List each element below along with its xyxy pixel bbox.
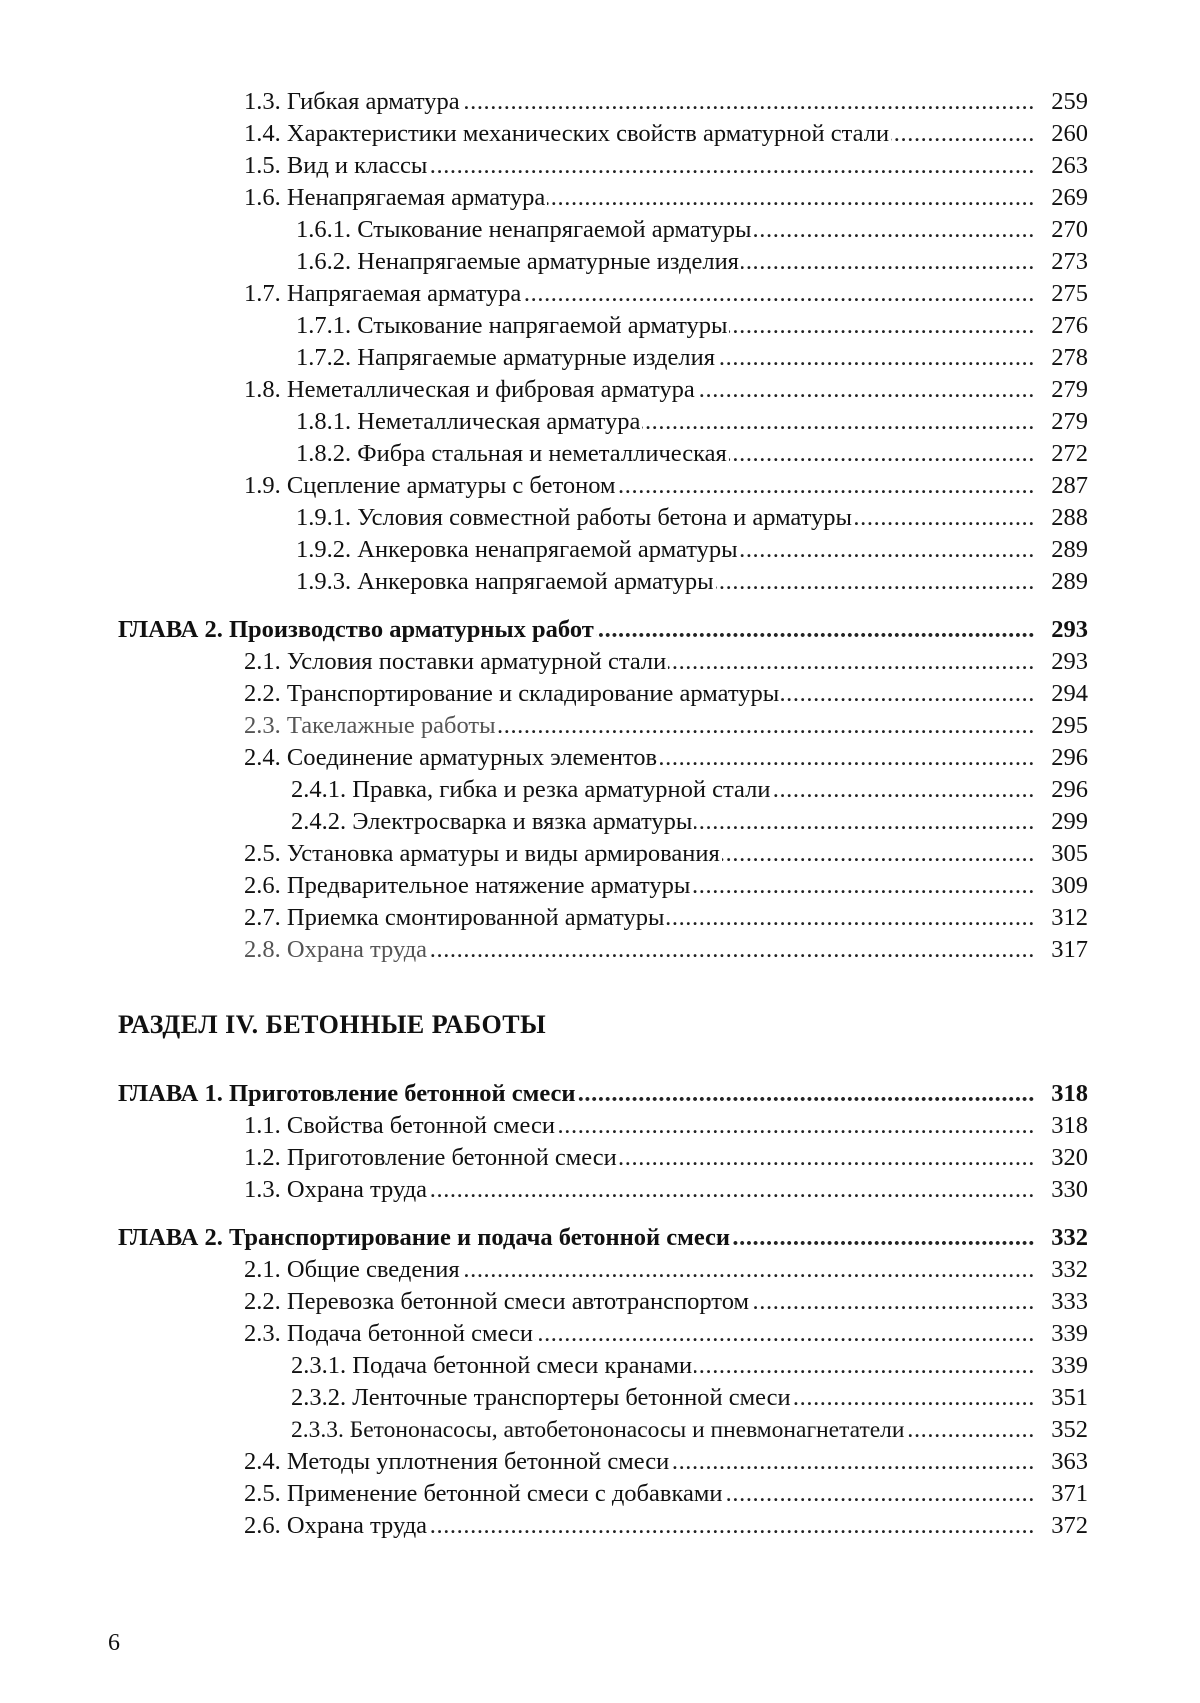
page-number: 309 — [1051, 872, 1088, 899]
page-number: 276 — [1051, 312, 1088, 339]
toc-entry: ..... 1.7. Напрягаемая арматура 275 — [0, 278, 1200, 310]
page-number: 263 — [1051, 152, 1088, 179]
toc-entry: ..... 1.9.3. Анкеровка напрягаемой арматуры 289 — [0, 566, 1200, 598]
toc-entry: ..... 1.9.1. Условия совместной работы бетона и арматуры 288 — [0, 502, 1200, 534]
page-number: 275 — [1051, 280, 1088, 307]
toc-chapter: ..... ГЛАВА 1. Приготовление бетонной смеси 318 — [0, 1078, 1200, 1110]
page-number: 312 — [1051, 904, 1088, 931]
toc-entry: ..... 2.3.2. Ленточные транспортеры бетонной смеси 351 — [0, 1382, 1200, 1414]
page-number: 279 — [1051, 408, 1088, 435]
toc-entry: ..... 1.7.1. Стыкование напрягаемой арматуры 276 — [0, 310, 1200, 342]
page-number: 317 — [1051, 936, 1088, 963]
toc-entry: ..... 2.4.1. Правка, гибка и резка арматурной стали 296 — [0, 774, 1200, 806]
page-number: 289 — [1051, 568, 1088, 595]
toc-entry: ..... 1.5. Вид и классы 263 — [0, 150, 1200, 182]
toc-entry: ..... 1.6.1. Стыкование ненапрягаемой арматуры 270 — [0, 214, 1200, 246]
page-number: 372 — [1051, 1512, 1088, 1539]
toc-entry: ..... 2.3. Подача бетонной смеси 339 — [0, 1318, 1200, 1350]
page-number: 269 — [1051, 184, 1088, 211]
toc-entry: ..... 2.2. Перевозка бетонной смеси автотранспортом 333 — [0, 1286, 1200, 1318]
page-number: 272 — [1051, 440, 1088, 467]
page-number: 270 — [1051, 216, 1088, 243]
page-number: 351 — [1051, 1384, 1088, 1411]
toc-entry: ..... 1.8. Неметаллическая и фибровая арматура 279 — [0, 374, 1200, 406]
page-number: 352 — [1051, 1416, 1088, 1443]
toc-entry: ..... 1.8.2. Фибра стальная и неметаллическая 272 — [0, 438, 1200, 470]
page-number: 339 — [1051, 1352, 1088, 1379]
page-number: 287 — [1051, 472, 1088, 499]
toc-entry: ..... 2.6. Охрана труда 372 — [0, 1510, 1200, 1542]
toc-entry: ..... 1.2. Приготовление бетонной смеси 320 — [0, 1142, 1200, 1174]
page-number: 279 — [1051, 376, 1088, 403]
page-number: 332 — [1051, 1224, 1088, 1251]
page-number: 288 — [1051, 504, 1088, 531]
toc-entry: ..... 2.3.3. Бетононасосы, автобетононасосы и пневмонагнетатели 352 — [0, 1414, 1200, 1446]
page-number: 299 — [1051, 808, 1088, 835]
page-number: 363 — [1051, 1448, 1088, 1475]
toc-entry: ..... 2.5. Применение бетонной смеси с добавками 371 — [0, 1478, 1200, 1510]
toc-entry: ..... 1.9.2. Анкеровка ненапрягаемой арматуры 289 — [0, 534, 1200, 566]
page-number: 260 — [1051, 120, 1088, 147]
page-number: 339 — [1051, 1320, 1088, 1347]
toc-entry: ..... 2.4.2. Электросварка и вязка арматуры 299 — [0, 806, 1200, 838]
page-number: 278 — [1051, 344, 1088, 371]
toc-entry: ..... 1.8.1. Неметаллическая арматура 279 — [0, 406, 1200, 438]
toc-entry: ..... 2.5. Установка арматуры и виды армирования 305 — [0, 838, 1200, 870]
toc-entry: ..... 1.3. Гибкая арматура 259 — [0, 86, 1200, 118]
page-number: 332 — [1051, 1256, 1088, 1283]
section-heading: РАЗДЕЛ IV. БЕТОННЫЕ РАБОТЫ — [118, 1010, 547, 1039]
page-number: 320 — [1051, 1144, 1088, 1171]
toc-entry: ..... 1.7.2. Напрягаемые арматурные изделия 278 — [0, 342, 1200, 374]
page-number: 330 — [1051, 1176, 1088, 1203]
toc-entry: ..... 1.4. Характеристики механических свойств арматурной стали 260 — [0, 118, 1200, 150]
page-number: 289 — [1051, 536, 1088, 563]
toc-entry: ..... 2.4. Методы уплотнения бетонной смеси 363 — [0, 1446, 1200, 1478]
toc-entry: ..... 2.3. Такелажные работы 295 — [0, 710, 1200, 742]
toc-chapter: ..... ГЛАВА 2. Транспортирование и подача бетонной смеси 332 — [0, 1222, 1200, 1254]
page-number: 259 — [1051, 88, 1088, 115]
page-number: 333 — [1051, 1288, 1088, 1315]
toc-entry: ..... 2.2. Транспортирование и складирование арматуры 294 — [0, 678, 1200, 710]
page-number: 296 — [1051, 776, 1088, 803]
footer-page-number: 6 — [108, 1630, 120, 1656]
toc-entry: ..... 2.7. Приемка смонтированной арматуры 312 — [0, 902, 1200, 934]
toc-chapter: ..... ГЛАВА 2. Производство арматурных работ 293 — [0, 614, 1200, 646]
toc-entry: ..... 2.4. Соединение арматурных элементов 296 — [0, 742, 1200, 774]
toc-entry: ..... 2.1. Общие сведения 332 — [0, 1254, 1200, 1286]
toc-entry: ..... 2.6. Предварительное натяжение арматуры 309 — [0, 870, 1200, 902]
toc-entry: ..... 2.1. Условия поставки арматурной стали 293 — [0, 646, 1200, 678]
page-number: 296 — [1051, 744, 1088, 771]
page-number: 293 — [1051, 648, 1088, 675]
toc-entry: ..... 1.6.2. Ненапрягаемые арматурные изделия 273 — [0, 246, 1200, 278]
page-number: 295 — [1051, 712, 1088, 739]
toc-entry: ..... 2.3.1. Подача бетонной смеси кранами 339 — [0, 1350, 1200, 1382]
page-number: 318 — [1051, 1080, 1088, 1107]
toc-entry: ..... 2.8. Охрана труда 317 — [0, 934, 1200, 966]
page-number: 294 — [1051, 680, 1088, 707]
page-number: 318 — [1051, 1112, 1088, 1139]
page-number: 273 — [1051, 248, 1088, 275]
toc-entry: ..... 1.6. Ненапрягаемая арматура 269 — [0, 182, 1200, 214]
page-number: 305 — [1051, 840, 1088, 867]
page-number: 371 — [1051, 1480, 1088, 1507]
toc-entry: ..... 1.1. Свойства бетонной смеси 318 — [0, 1110, 1200, 1142]
toc-entry: ..... 1.3. Охрана труда 330 — [0, 1174, 1200, 1206]
toc-entry: ..... 1.9. Сцепление арматуры с бетоном 287 — [0, 470, 1200, 502]
page-number: 293 — [1051, 616, 1088, 643]
